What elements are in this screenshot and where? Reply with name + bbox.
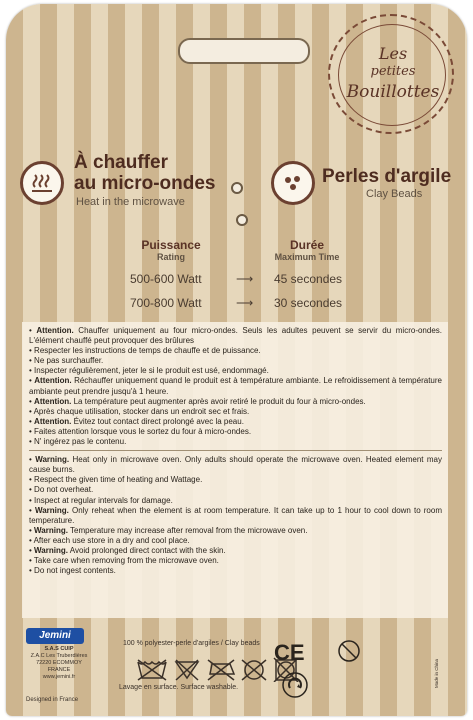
recycle-icon xyxy=(282,672,308,698)
instruction-label: Attention. xyxy=(34,416,72,426)
col-power-sub: Rating xyxy=(157,252,185,262)
bullet-icon: • xyxy=(29,505,32,515)
instruction-label: Warning. xyxy=(34,505,69,515)
instruction-text: Faites attention lorsque vous le sortez du four à micro-ondes. xyxy=(34,426,252,436)
time-row-2: 30 secondes xyxy=(274,296,343,310)
address-line: Z.A.C Les Truberdières xyxy=(30,653,88,659)
bullet-icon: • xyxy=(29,556,32,566)
bullet-icon: • xyxy=(29,326,32,335)
bullet-icon: • xyxy=(29,455,32,465)
instruction-item xyxy=(29,455,442,475)
brand-logo xyxy=(328,14,454,134)
instruction-text: Take care when removing from the microwave oven. xyxy=(33,556,219,566)
instruction-item xyxy=(29,356,442,366)
instruction-item xyxy=(29,475,442,485)
bullet-icon: • xyxy=(29,437,32,447)
product-card xyxy=(6,4,467,716)
beads-icon xyxy=(271,161,315,205)
child-warning-icon xyxy=(338,636,360,666)
hole-bottom xyxy=(236,214,248,226)
instruction-text: Inspecter régulièrement, jeter le si le produit est usé, endommagé. xyxy=(34,366,269,376)
bullet-icon: • xyxy=(29,495,32,505)
instruction-text: Heat only in microwave oven. Only adults should operate the microwave oven. Heated element may cause burns. xyxy=(29,455,442,475)
instruction-text: Avoid prolonged direct contact with the skin. xyxy=(67,545,226,555)
bullet-icon: • xyxy=(29,545,32,555)
instruction-label: Warning. xyxy=(34,545,68,555)
instruction-text: Chauffer uniquement au four micro-ondes. Seuls les adultes peuvent se servir du micro-ondes. L'élément chauffé peut provoquer des brûlures xyxy=(29,326,442,346)
instruction-item xyxy=(29,427,442,437)
instruction-item xyxy=(29,407,442,417)
power-row-2: 700-800 Watt xyxy=(130,296,202,310)
instructions-english xyxy=(29,455,442,576)
power-row-1: 500-600 Watt xyxy=(130,272,202,286)
instruction-item xyxy=(29,506,442,526)
designed-in: Designed in France xyxy=(26,697,79,703)
instruction-item xyxy=(29,546,442,556)
instruction-item xyxy=(29,417,442,427)
hole-top xyxy=(231,182,243,194)
instruction-item xyxy=(29,526,442,536)
beads-subtitle: Clay Beads xyxy=(366,188,423,200)
bullet-icon: • xyxy=(29,356,32,366)
instructions-french xyxy=(29,326,442,447)
instruction-item xyxy=(29,326,442,346)
bullet-icon: • xyxy=(29,566,32,576)
bullet-icon: • xyxy=(29,406,32,416)
bullet-icon: • xyxy=(29,366,32,376)
instruction-text: Do not overheat. xyxy=(34,485,94,495)
address-line: S.A.S CUIP xyxy=(44,646,74,652)
logo-line-2: petites xyxy=(370,64,416,79)
instruction-text: Only reheat when the element is at room temperature. It can take up to 1 hour to cool down to room temperature. xyxy=(29,505,442,525)
arrow-icon: ⟶ xyxy=(236,272,254,286)
hang-hole xyxy=(178,38,310,64)
instruction-text: After each use store in a dry and cool place. xyxy=(33,535,190,545)
instructions-box xyxy=(22,322,448,618)
instruction-item xyxy=(29,437,442,447)
instruction-item xyxy=(29,485,442,495)
bullet-icon: • xyxy=(29,426,32,436)
col-time-header: Durée xyxy=(289,238,324,252)
instruction-item xyxy=(29,536,442,546)
col-time-sub: Maximum Time xyxy=(274,252,340,262)
ce-mark: CE xyxy=(274,640,305,665)
col-power-header: Puissance xyxy=(141,238,201,252)
instruction-item xyxy=(29,397,442,407)
instruction-text: Do not ingest contents. xyxy=(34,566,116,576)
divider xyxy=(29,450,442,451)
instruction-text: N' ingérez pas le contenu. xyxy=(34,437,127,447)
wash-instructions: Lavage en surface. Surface washable. xyxy=(119,684,239,691)
instruction-label: Warning. xyxy=(35,455,70,465)
instruction-item xyxy=(29,376,442,396)
microwave-subtitle: Heat in the microwave xyxy=(76,196,185,208)
bullet-icon: • xyxy=(29,346,32,356)
instruction-text: Après chaque utilisation, stocker dans un endroit sec et frais. xyxy=(33,406,250,416)
instruction-item xyxy=(29,366,442,376)
instruction-text: Respecter les instructions de temps de chauffe et de puissance. xyxy=(34,346,261,356)
instruction-text: Réchauffer uniquement quand le produit est à température ambiante. Le refroidissement à température ambiante peut prendre jusqu'à 1 heure. xyxy=(29,376,442,396)
composition-text: 100 % polyester-perle d'argiles / Clay beads xyxy=(123,640,260,647)
instruction-label: Attention. xyxy=(36,326,74,335)
address-line: www.jemini.fr xyxy=(42,674,76,680)
arrow-icon: ⟶ xyxy=(236,296,254,310)
bullet-icon: • xyxy=(29,485,32,495)
instruction-item xyxy=(29,566,442,576)
instruction-text: Évitez tout contact direct prolongé avec la peau. xyxy=(71,416,244,426)
instruction-item xyxy=(29,496,442,506)
steam-icon xyxy=(20,161,64,205)
instruction-text: Respect the given time of heating and Wattage. xyxy=(34,475,203,485)
bullet-icon: • xyxy=(29,376,32,386)
instruction-label: Warning. xyxy=(34,525,68,535)
instruction-text: Ne pas surchauffer. xyxy=(34,356,104,366)
company-address xyxy=(24,646,94,681)
logo-line-1: Les xyxy=(378,44,408,63)
bullet-icon: • xyxy=(29,535,32,545)
instruction-item xyxy=(29,346,442,356)
instruction-label: Attention. xyxy=(34,376,72,386)
logo-line-3: Bouillottes xyxy=(346,82,440,102)
bullet-icon: • xyxy=(29,416,32,426)
made-in: Made in China xyxy=(434,658,439,688)
microwave-heading-2: au micro-ondes xyxy=(74,173,216,194)
address-line: 72220 ECOMMOY xyxy=(36,660,82,666)
bullet-icon: • xyxy=(29,396,32,406)
beads-heading: Perles d'argile xyxy=(322,166,452,187)
address-line: FRANCE xyxy=(47,667,71,673)
instruction-text: Temperature may increase after removal from the microwave oven. xyxy=(67,525,308,535)
instruction-text: La température peut augmenter après avoir retiré le produit du four à micro-ondes. xyxy=(71,396,366,406)
time-row-1: 45 secondes xyxy=(274,272,343,286)
jemini-logo: Jemini xyxy=(26,628,84,644)
microwave-heading-1: À chauffer xyxy=(74,152,168,173)
power-table xyxy=(122,234,360,314)
instruction-text: Inspect at regular intervals for damage. xyxy=(34,495,173,505)
bullet-icon: • xyxy=(29,525,32,535)
instruction-item xyxy=(29,556,442,566)
instruction-label: Attention. xyxy=(34,396,72,406)
bullet-icon: • xyxy=(29,475,32,485)
